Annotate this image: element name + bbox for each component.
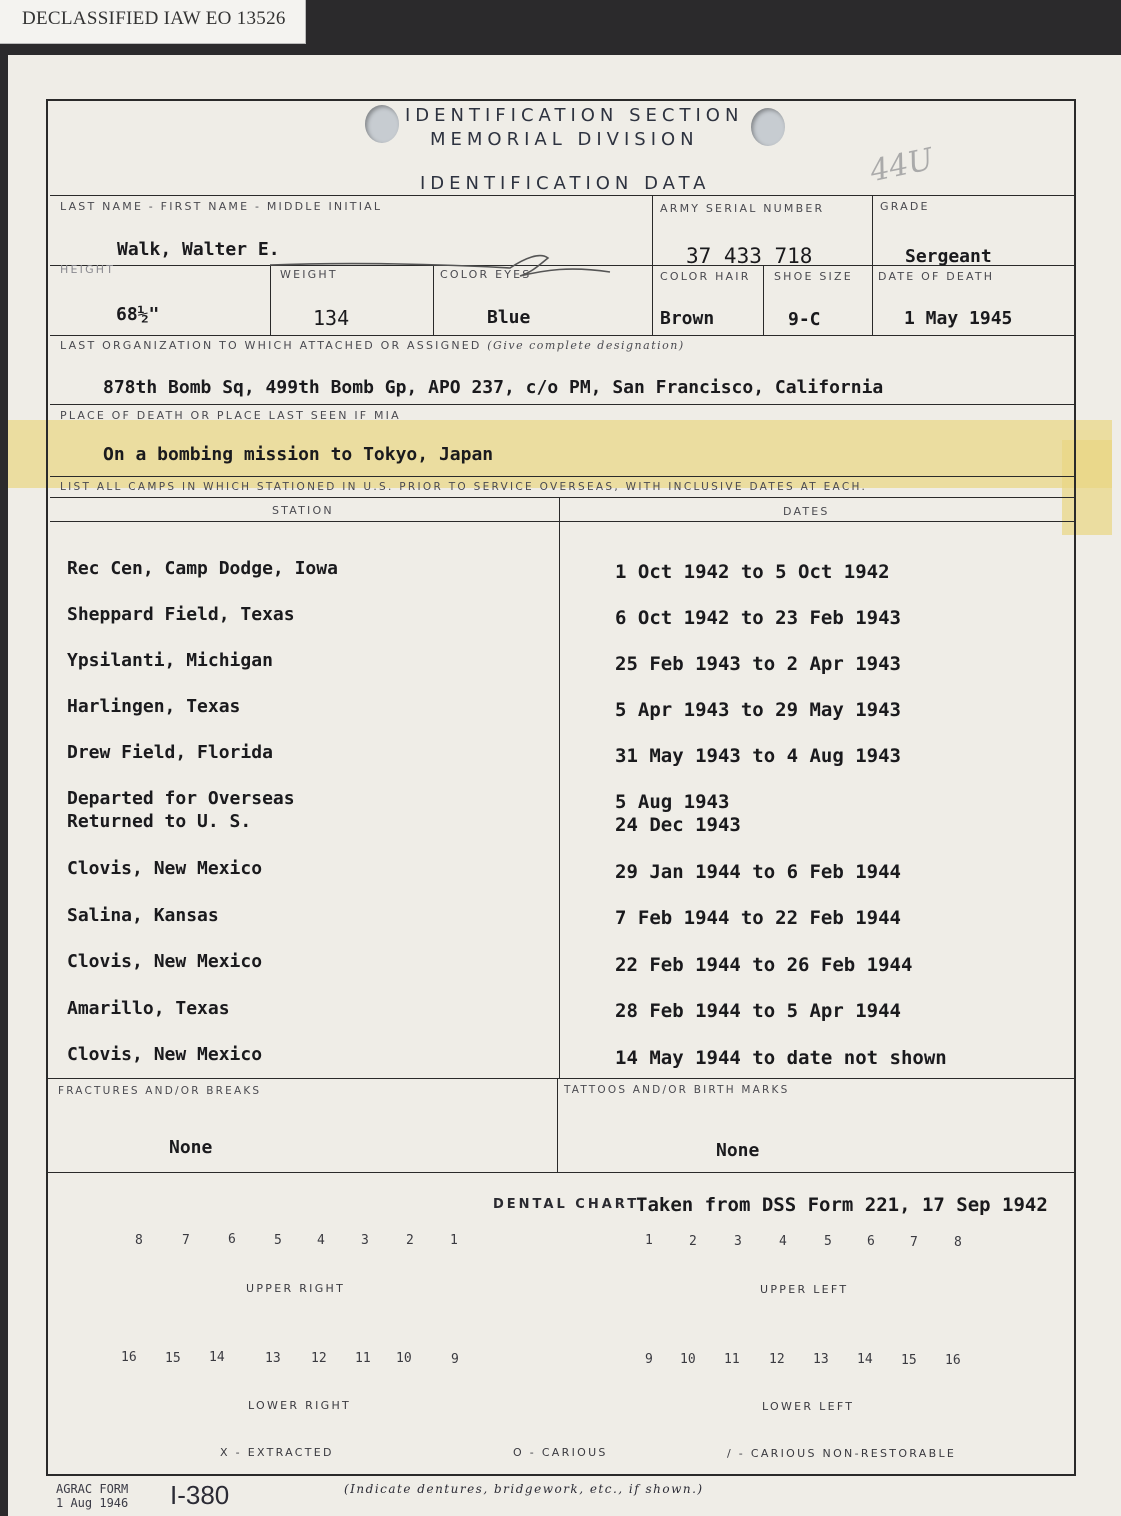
dates-row: 5 Aug 1943 — [615, 791, 730, 813]
org-label — [60, 339, 685, 352]
tooth-number: 14 — [857, 1352, 873, 1367]
tooth-number: 9 — [645, 1352, 653, 1367]
tooth-number: 8 — [954, 1235, 962, 1250]
station-row: Ypsilanti, Michigan — [67, 650, 273, 671]
station-row: Clovis, New Mexico — [67, 858, 263, 879]
tooth-number: 4 — [317, 1233, 325, 1248]
station-row: Clovis, New Mexico — [67, 1044, 263, 1065]
dates-row: 6 Oct 1942 to 23 Feb 1943 — [615, 607, 901, 629]
tooth-number: 16 — [945, 1353, 961, 1368]
height-label: HEIGHT — [60, 263, 116, 276]
tattoos-label: TATTOOS AND/OR BIRTH MARKS — [564, 1084, 790, 1096]
tooth-number: 3 — [361, 1233, 369, 1248]
hair-value: Brown — [660, 308, 715, 329]
eyes-value: Blue — [487, 307, 531, 328]
header-line1: IDENTIFICATION SECTION — [405, 105, 744, 126]
footer-note: (Indicate dentures, bridgework, etc., if shown.) — [344, 1482, 704, 1496]
tooth-number: 6 — [867, 1234, 875, 1249]
handwritten-mark: 44U — [867, 141, 937, 190]
rule-v — [763, 265, 764, 335]
rule — [48, 1078, 1074, 1079]
place-value: On a bombing mission to Tokyo, Japan — [103, 444, 494, 465]
tooth-number: 1 — [450, 1233, 458, 1248]
dates-row: 25 Feb 1943 to 2 Apr 1943 — [615, 653, 901, 675]
serial-value: 37 433 718 — [686, 244, 813, 268]
tooth-number: 10 — [396, 1351, 412, 1366]
org-value: 878th Bomb Sq, 499th Bomb Gp, APO 237, c/o PM, San Francisco, California — [103, 377, 884, 398]
hair-label: COLOR HAIR — [660, 270, 751, 283]
rule-v — [557, 1078, 558, 1172]
signature-scribble — [270, 248, 630, 288]
rule-v — [872, 195, 873, 335]
tooth-number: 11 — [355, 1351, 371, 1366]
name-label: LAST NAME - FIRST NAME - MIDDLE INITIAL — [60, 200, 383, 213]
shoe-value: 9-C — [788, 309, 821, 330]
form-line1: AGRAC FORM — [56, 1482, 129, 1496]
eyes-label: COLOR EYES — [440, 268, 532, 281]
lower-left-label: LOWER LEFT — [762, 1400, 855, 1413]
tooth-number: 4 — [779, 1234, 787, 1249]
dates-row: 14 May 1944 to date not shown — [615, 1047, 947, 1069]
tooth-number: 12 — [311, 1351, 327, 1366]
legend-carious: O - CARIOUS — [513, 1446, 608, 1459]
tooth-number: 11 — [724, 1352, 740, 1367]
death-value: 1 May 1945 — [904, 308, 1013, 329]
upper-right-label: UPPER RIGHT — [246, 1282, 346, 1295]
fractures-label: FRACTURES AND/OR BREAKS — [58, 1085, 262, 1097]
tooth-number: 12 — [769, 1352, 785, 1367]
tattoos-value: None — [716, 1140, 760, 1161]
dates-row: 22 Feb 1944 to 26 Feb 1944 — [615, 954, 913, 976]
dental-chart-title: DENTAL CHART — [493, 1197, 640, 1212]
rule-v — [652, 195, 653, 335]
tooth-number: 8 — [135, 1233, 143, 1248]
dates-row: 5 Apr 1943 to 29 May 1943 — [615, 699, 901, 721]
dates-column-header: DATES — [783, 505, 830, 518]
lower-right-label: LOWER RIGHT — [248, 1399, 352, 1412]
station-column-header: STATION — [272, 504, 334, 517]
rule — [50, 335, 1074, 336]
height-value: 68½" — [116, 304, 160, 325]
tooth-number: 13 — [265, 1351, 281, 1366]
tooth-number: 7 — [910, 1235, 918, 1250]
rule — [50, 404, 1074, 405]
tooth-number: 2 — [406, 1233, 414, 1248]
form-title: IDENTIFICATION DATA — [420, 173, 711, 194]
tooth-number: 13 — [813, 1352, 829, 1367]
rule — [50, 195, 1074, 196]
weight-value: 134 — [313, 306, 350, 330]
rule — [48, 1172, 1074, 1173]
tooth-number: 14 — [209, 1350, 225, 1365]
name-value: Walk, Walter E. — [117, 239, 280, 260]
station-row: Departed for Overseas — [67, 788, 295, 809]
camps-label: LIST ALL CAMPS IN WHICH STATIONED IN U.S. PRIOR TO SERVICE OVERSEAS, WITH INCLUSIVE DATES AT EACH. — [60, 481, 868, 493]
declassified-stamp — [0, 0, 306, 44]
tooth-number: 5 — [824, 1234, 832, 1249]
dental-source: Taken from DSS Form 221, 17 Sep 1942 — [636, 1194, 1048, 1216]
tooth-number: 15 — [901, 1353, 917, 1368]
tooth-number: 5 — [274, 1233, 282, 1248]
station-row: Rec Cen, Camp Dodge, Iowa — [67, 558, 338, 579]
serial-label: ARMY SERIAL NUMBER — [660, 202, 825, 215]
tooth-number: 6 — [228, 1232, 236, 1247]
org-label-hint: (Give complete designation) — [487, 339, 685, 352]
dates-row: 28 Feb 1944 to 5 Apr 1944 — [615, 1000, 901, 1022]
station-row: Harlingen, Texas — [67, 696, 241, 717]
tooth-number: 3 — [734, 1234, 742, 1249]
weight-label: WEIGHT — [280, 268, 338, 281]
grade-label: GRADE — [880, 200, 930, 213]
tooth-number: 9 — [451, 1352, 459, 1367]
legend-extracted: X - EXTRACTED — [220, 1446, 334, 1459]
tooth-number: 7 — [182, 1233, 190, 1248]
rule — [50, 476, 1074, 477]
tooth-number: 2 — [689, 1234, 697, 1249]
rule — [50, 521, 1074, 522]
legend-non-restorable: / - CARIOUS NON-RESTORABLE — [727, 1447, 957, 1460]
form-line2: 1 Aug 1946 — [56, 1496, 129, 1510]
rule-v — [559, 497, 560, 1078]
tooth-number: 10 — [680, 1352, 696, 1367]
station-row: Amarillo, Texas — [67, 998, 230, 1019]
upper-left-label: UPPER LEFT — [760, 1283, 849, 1296]
punch-hole-right — [751, 108, 785, 146]
org-label-text: LAST ORGANIZATION TO WHICH ATTACHED OR ASSIGNED — [60, 339, 482, 352]
grade-value: Sergeant — [905, 246, 992, 267]
fractures-value: None — [169, 1137, 213, 1158]
dates-row: 24 Dec 1943 — [615, 814, 741, 836]
form-number: I-380 — [170, 1480, 230, 1510]
dates-row: 29 Jan 1944 to 6 Feb 1944 — [615, 861, 901, 883]
form-identifier — [56, 1482, 128, 1510]
stamp-text: DECLASSIFIED IAW EO 13526 — [22, 8, 286, 29]
header-line2: MEMORIAL DIVISION — [430, 129, 699, 150]
scribble-stroke — [270, 256, 610, 276]
station-row: Drew Field, Florida — [67, 742, 273, 763]
station-row: Salina, Kansas — [67, 905, 219, 926]
tooth-number: 1 — [645, 1233, 653, 1248]
dates-row: 7 Feb 1944 to 22 Feb 1944 — [615, 907, 901, 929]
dates-row: 31 May 1943 to 4 Aug 1943 — [615, 745, 901, 767]
tooth-number: 15 — [165, 1351, 181, 1366]
tooth-number: 16 — [121, 1350, 137, 1365]
death-label: DATE OF DEATH — [878, 270, 995, 283]
station-row: Sheppard Field, Texas — [67, 604, 295, 625]
shoe-label: SHOE SIZE — [774, 270, 853, 283]
punch-hole-left — [365, 105, 399, 143]
station-row: Returned to U. S. — [67, 811, 252, 832]
rule — [50, 497, 1074, 498]
station-row: Clovis, New Mexico — [67, 951, 263, 972]
place-label: PLACE OF DEATH OR PLACE LAST SEEN IF MIA — [60, 409, 401, 422]
dates-row: 1 Oct 1942 to 5 Oct 1942 — [615, 561, 890, 583]
